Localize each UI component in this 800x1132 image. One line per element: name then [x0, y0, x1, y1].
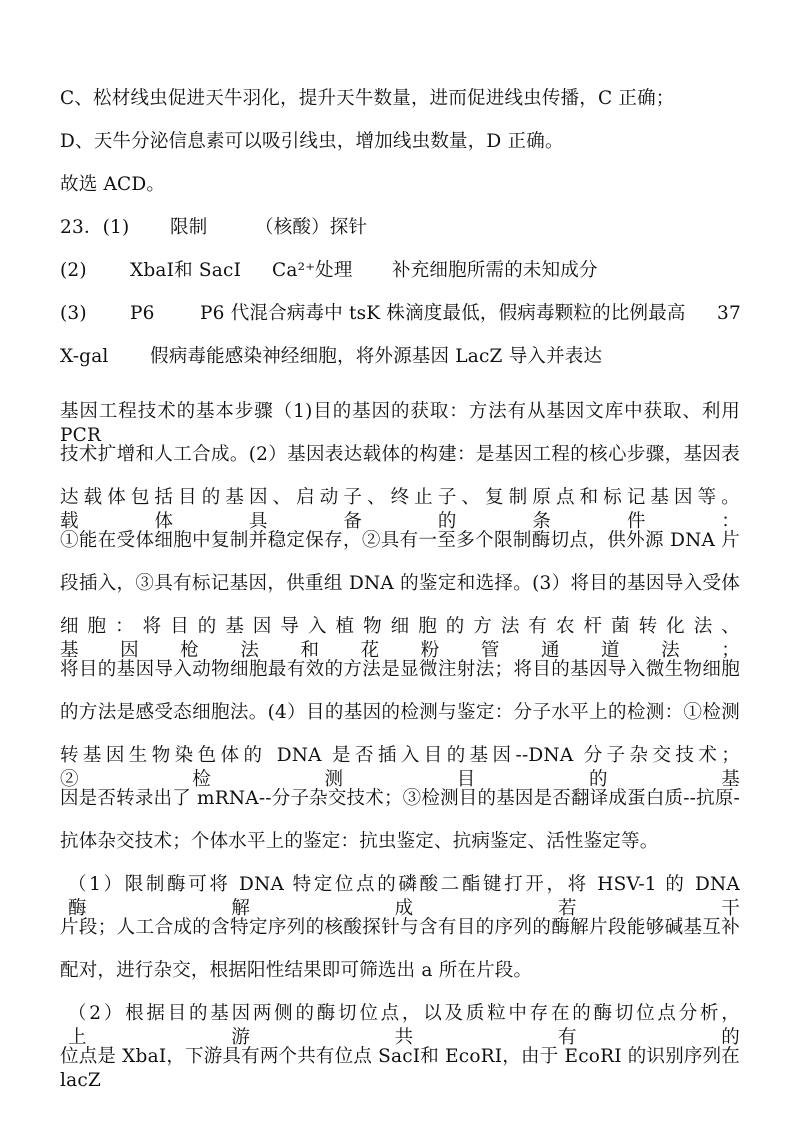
- analysis-line: 因是否转录出了 mRNA--分子杂交技术；③检测目的基因是否翻译成蛋白质--抗原-: [60, 788, 740, 809]
- q23-part2-row: [0, 259, 800, 283]
- q23-part3-answer2: P6 代混合病毒中 tsK 株滴度最低，假病毒颗粒的比例最高: [200, 303, 686, 324]
- q23-part3-row2: [0, 345, 800, 369]
- q23-part1-answer1: 限制: [170, 217, 208, 238]
- q23-part3-row: [0, 302, 800, 326]
- answer-line-d: D、天牛分泌信息素可以吸引线虫，增加线虫数量，D 正确。: [60, 131, 564, 152]
- explanation-part2-line: 位点是 XbaI，下游具有两个共有位点 SacI和 EcoRI，由于 EcoRI 的识别序列在 lacZ: [60, 1046, 741, 1091]
- analysis-line: ①能在受体细胞中复制并稳定保存，②具有一至多个限制酶切点，供外源 DNA 片: [60, 530, 740, 551]
- answer-line-c: C、松材线虫促进天牛羽化，提升天牛数量，进而促进线虫传播，C 正确；: [60, 88, 675, 109]
- q23-part1-answer2: （核酸）探针: [255, 217, 368, 238]
- analysis-line: 转基因生物染色体的 DNA 是否插入目的基因--DNA 分子杂交技术；②检测目的基: [60, 745, 740, 790]
- q23-part2-answer3: 补充细胞所需的未知成分: [392, 260, 598, 281]
- analysis-line: 达载体包括目的基因、启动子、终止子、复制原点和标记基因等。载体具备的条件：: [60, 487, 740, 532]
- q23-part3-answer5: 假病毒能感染神经细胞，将外源基因 LacZ 导入并表达: [150, 346, 603, 367]
- analysis-line: 细胞：将目的基因导入植物细胞的方法有农杆菌转化法、基因枪法和花粉管通道法；: [60, 616, 740, 661]
- q23-part3-answer3: 37: [717, 303, 741, 324]
- q23-part1-row: [0, 216, 800, 240]
- analysis-line: 段插入，③具有标记基因，供重组 DNA 的鉴定和选择。(3）将目的基因导入受体: [60, 573, 740, 594]
- explanation-part2-line: （2）根据目的基因两侧的酶切位点，以及质粒中存在的酶切位点分析，上游共有的: [68, 1003, 740, 1048]
- analysis-line: 的方法是感受态细胞法。(4）目的基因的检测与鉴定：分子水平上的检测：①检测: [60, 702, 740, 723]
- explanation-part1-line: 配对，进行杂交，根据阳性结果即可筛选出 a 所在片段。: [60, 960, 533, 981]
- q23-part2-answer2: Ca²⁺处理: [272, 260, 353, 281]
- analysis-line: 技术扩增和人工合成。(2）基因表达载体的构建：是基因工程的核心步骤，基因表: [60, 444, 740, 465]
- q23-part3-answer4: X-gal: [60, 346, 109, 367]
- analysis-line: 抗体杂交技术；个体水平上的鉴定：抗虫鉴定、抗病鉴定、活性鉴定等。: [60, 831, 659, 852]
- analysis-line: 基因工程技术的基本步骤（1)目的基因的获取：方法有从基因文库中获取、利用 PCR: [60, 401, 740, 446]
- explanation-part1-line: 片段；人工合成的含特定序列的核酸探针与含有目的序列的酶解片段能够碱基互补: [60, 917, 740, 938]
- explanation-part1-line: （1）限制酶可将 DNA 特定位点的磷酸二酯键打开，将 HSV-1 的 DNA 酶解成若干: [68, 874, 740, 919]
- q23-part1-label: 23．(1): [60, 217, 130, 238]
- q23-part3-label: (3): [60, 303, 87, 324]
- q23-part2-answer1: XbaI和 SacI: [130, 260, 242, 281]
- q23-part3-answer1: P6: [130, 303, 155, 324]
- analysis-line: 将目的基因导入动物细胞最有效的方法是显微注射法；将目的基因导入微生物细胞: [60, 659, 740, 680]
- q23-part2-label: (2): [60, 260, 87, 281]
- answer-choice: 故选 ACD。: [60, 174, 166, 195]
